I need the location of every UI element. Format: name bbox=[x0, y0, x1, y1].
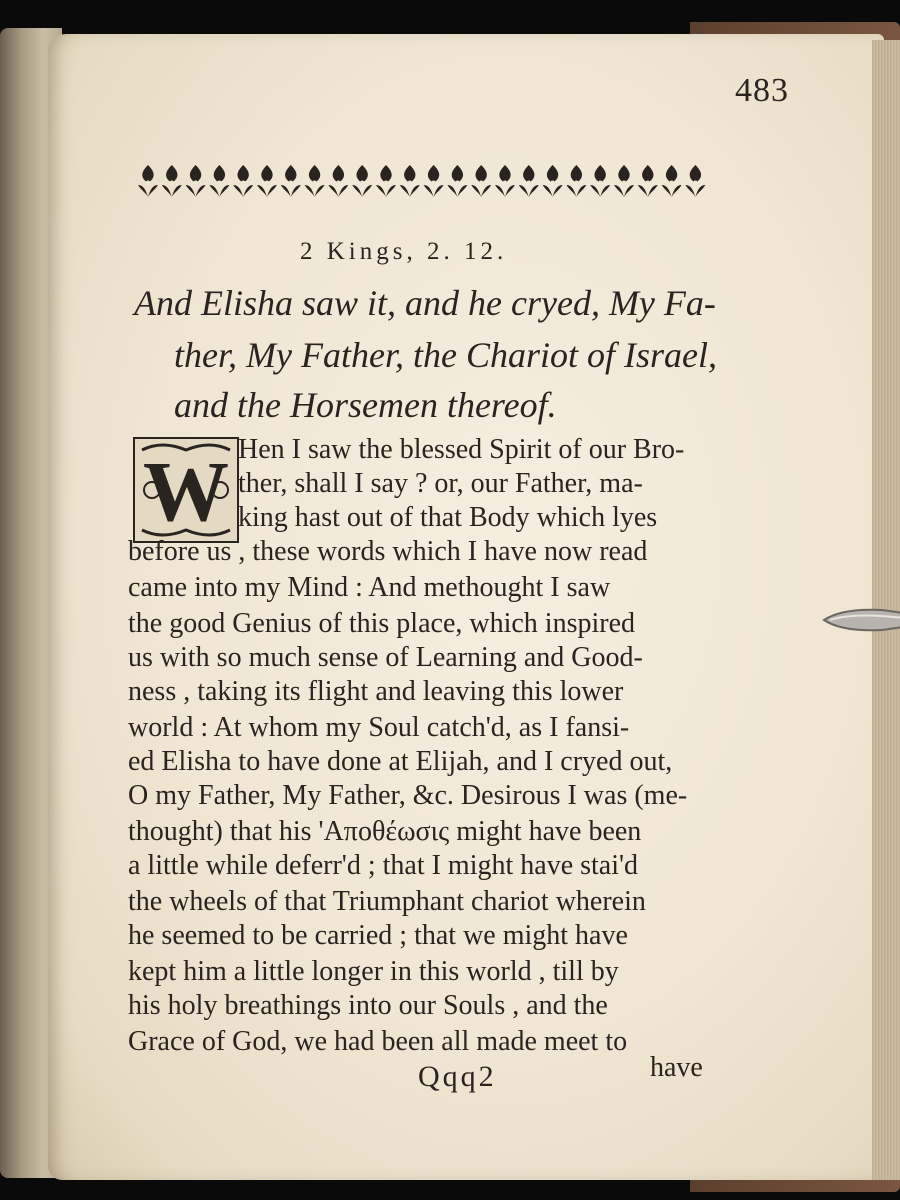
body-line: kept him a little longer in this world , till by bbox=[128, 956, 619, 987]
body-line: came into my Mind : And methought I saw bbox=[128, 572, 611, 603]
body-line: ed Elisha to have done at Elijah, and I cryed out, bbox=[128, 746, 673, 777]
page-number: 483 bbox=[735, 72, 789, 109]
body-line: ther, shall I say ? or, our Father, ma- bbox=[238, 468, 643, 499]
metal-clasp-icon bbox=[822, 600, 900, 640]
body-line: he seemed to be carried ; that we might have bbox=[128, 920, 628, 951]
body-line: Grace of God, we had been all made meet to bbox=[128, 1026, 628, 1057]
body-line: O my Father, My Father, &c. Desirous I was (me- bbox=[128, 780, 688, 811]
body-line: king hast out of that Body which lyes bbox=[238, 502, 658, 533]
verse-line: ther, My Father, the Chariot of Israel, bbox=[174, 335, 717, 375]
body-line: ness , taking its flight and leaving this lower bbox=[128, 676, 624, 707]
body-line: the good Genius of this place, which inspired bbox=[128, 608, 636, 639]
catchword: have bbox=[650, 1052, 703, 1083]
body-line: the wheels of that Triumphant chariot wherein bbox=[128, 886, 646, 917]
fleuron-band-icon bbox=[136, 160, 708, 202]
body-line: before us , these words which I have now read bbox=[128, 536, 648, 567]
verse-line: and the Horsemen thereof. bbox=[174, 385, 557, 425]
drop-cap-letter: W bbox=[143, 443, 229, 539]
body-line: thought) that his 'Αποθέωσις might have been bbox=[128, 816, 642, 847]
running-head: 2 Kings, 2. 12. bbox=[300, 238, 508, 265]
body-line: his holy breathings into our Souls , and the bbox=[128, 990, 608, 1021]
body-line: Hen I saw the blessed Spirit of our Bro- bbox=[238, 434, 685, 465]
body-line: a little while deferr'd ; that I might have stai'd bbox=[128, 850, 639, 881]
signature-mark: Qqq2 bbox=[418, 1060, 497, 1093]
body-line: world : At whom my Soul catch'd, as I fansi- bbox=[128, 712, 630, 743]
verse-line: And Elisha saw it, and he cryed, My Fa- bbox=[134, 283, 716, 323]
body-line: us with so much sense of Learning and Good- bbox=[128, 642, 643, 673]
drop-cap bbox=[132, 436, 240, 544]
